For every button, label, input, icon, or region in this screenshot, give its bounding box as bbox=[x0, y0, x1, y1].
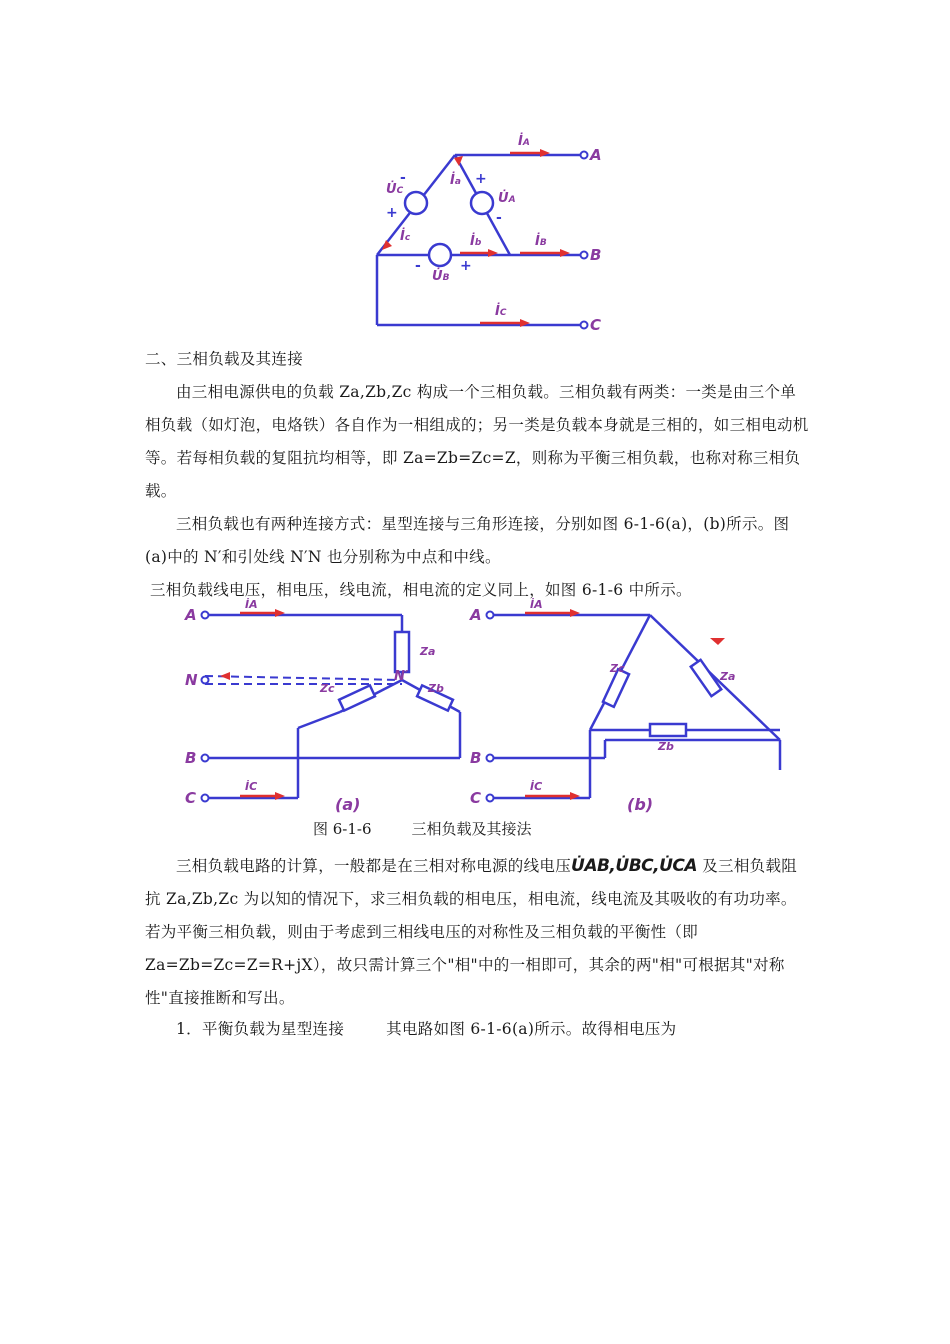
svg-text:-: - bbox=[415, 258, 421, 274]
svg-text:İA: İA bbox=[245, 598, 258, 611]
terminal-a-label: A bbox=[590, 146, 602, 164]
svg-text:İA: İA bbox=[530, 598, 543, 611]
svg-text:Za: Za bbox=[420, 645, 436, 658]
star-case-text: 其电路如图 6-1-6(a)所示。故得相电压为 bbox=[386, 1020, 677, 1038]
delta-terminal-c: C bbox=[470, 789, 482, 807]
calc-text-part1: 三相负载电路的计算，一般都是在三相对称电源的线电压 bbox=[176, 857, 572, 875]
subfigure-a-label: (a) bbox=[335, 795, 361, 814]
svg-text:İC: İC bbox=[495, 304, 507, 319]
line-voltage-formula: U̇AB,U̇BC,U̇CA bbox=[571, 856, 698, 876]
svg-text:Za: Za bbox=[720, 670, 736, 683]
paragraph-calculation bbox=[145, 850, 810, 1015]
paragraph-connection-types: 三相负载也有两种连接方式：星型连接与三角形连接，分别如图 6-1-6(a)，(b)所示。图(a)中的 N′和引处线 N′N 也分别称为中点和中线。 bbox=[145, 515, 790, 566]
svg-text:İB: İB bbox=[535, 234, 547, 249]
svg-text:İA: İA bbox=[518, 134, 530, 149]
svg-text:-: - bbox=[496, 210, 502, 226]
svg-text:+: + bbox=[386, 205, 398, 221]
figure-caption bbox=[313, 818, 572, 839]
svg-text:İC: İC bbox=[245, 780, 258, 793]
terminal-c-label: C bbox=[590, 316, 602, 334]
section-heading: 二、三相负载及其连接 bbox=[145, 350, 304, 368]
svg-text:İc: İc bbox=[400, 229, 411, 244]
paragraph-definitions: 三相负载线电压，相电压，线电流，相电流的定义同上，如图 6-1-6 中所示。 bbox=[150, 581, 692, 599]
svg-text:+: + bbox=[460, 258, 472, 274]
star-terminal-c: C bbox=[185, 789, 197, 807]
svg-text:İC: İC bbox=[530, 780, 543, 793]
star-terminal-a: A bbox=[185, 606, 197, 624]
svg-text:Zb: Zb bbox=[428, 682, 444, 695]
svg-text:U̇A: U̇A bbox=[498, 191, 516, 206]
calc-text-part2: 及三相负载阻抗 Za,Zb,Zc 为以知的情况下，求三相负载的相电压，相电流，线电流及其吸收的有功功率。若为平衡三相负载，则由于考虑到三相线电压的对称性及三相负载的平衡性（即 Za=Zb=Zc=Z=R+jX），故只需计算三个"相"中的一相即可，其余的两"相"可根据其"对称性"直接推断和写出。 bbox=[145, 857, 798, 1007]
terminal-b-label: B bbox=[590, 246, 602, 264]
svg-text:Zc: Zc bbox=[320, 682, 335, 695]
neutral-point-label: N′ bbox=[394, 669, 409, 684]
delta-terminal-a: A bbox=[470, 606, 482, 624]
star-terminal-b: B bbox=[185, 749, 197, 767]
svg-text:Zc: Zc bbox=[610, 662, 625, 675]
svg-text:-: - bbox=[400, 170, 406, 186]
svg-text:U̇C: U̇C bbox=[386, 182, 404, 197]
svg-text:Zb: Zb bbox=[658, 740, 674, 753]
paragraph-load-types: 由三相电源供电的负载 Za,Zb,Zc 构成一个三相负载。三相负载有两类：一类是由三个单相负载（如灯泡，电烙铁）各自作为一相组成的；另一类是负载本身就是三相的，如三相电动机等。若每相负载的复阻抗均相等，即 Za=Zb=Zc=Z，则称为平衡三相负载，也称对称三相负载。 bbox=[145, 383, 809, 500]
delta-terminal-b: B bbox=[470, 749, 482, 767]
delta-source-diagram bbox=[360, 120, 620, 335]
load-connection-diagram bbox=[180, 600, 800, 815]
svg-text:+: + bbox=[475, 171, 487, 187]
figure-number: 图 6-1-6 bbox=[313, 820, 372, 838]
star-case-label: 1．平衡负载为星型连接 bbox=[176, 1020, 345, 1038]
figure-title: 三相负载及其接法 bbox=[411, 820, 532, 838]
star-terminal-n: N bbox=[185, 671, 198, 689]
svg-text:İa: İa bbox=[450, 173, 461, 188]
svg-text:İb: İb bbox=[470, 234, 482, 249]
paragraph-star-case bbox=[145, 1013, 810, 1046]
subfigure-b-label: (b) bbox=[627, 795, 654, 814]
svg-text:U̇B: U̇B bbox=[432, 269, 450, 284]
